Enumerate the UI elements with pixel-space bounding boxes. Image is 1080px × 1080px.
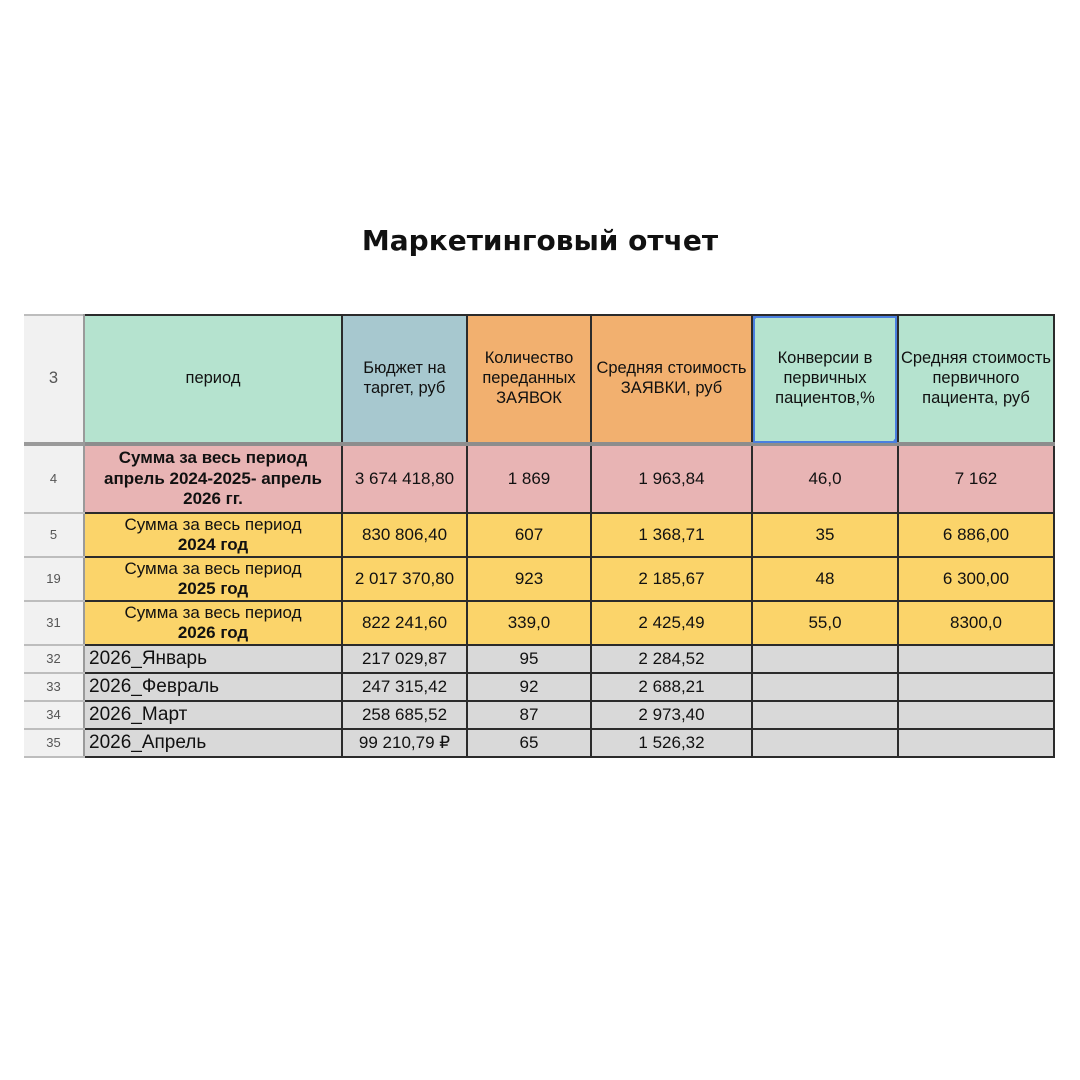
cell-avg-patient-cost[interactable] xyxy=(898,729,1054,757)
row-number[interactable]: 3 xyxy=(24,315,84,444)
cell-budget[interactable]: 247 315,42 xyxy=(342,673,467,701)
cell-leads[interactable]: 95 xyxy=(467,645,591,673)
cell-leads[interactable]: 607 xyxy=(467,513,591,557)
cell-avg-lead-cost[interactable]: 2 284,52 xyxy=(591,645,752,673)
row-number[interactable]: 19 xyxy=(24,557,84,601)
cell-period[interactable] xyxy=(84,557,342,601)
selection-handle-top-left[interactable] xyxy=(752,315,757,320)
table-row-month xyxy=(24,701,1054,729)
cell-leads[interactable]: 92 xyxy=(467,673,591,701)
header-budget[interactable]: Бюджет на таргет, руб xyxy=(342,315,467,444)
cell-avg-patient-cost[interactable]: 6 300,00 xyxy=(898,557,1054,601)
cell-avg-lead-cost[interactable]: 2 973,40 xyxy=(591,701,752,729)
table-row-total xyxy=(24,444,1054,513)
cell-conversion[interactable]: 35 xyxy=(752,513,898,557)
cell-conversion[interactable]: 46,0 xyxy=(752,444,898,513)
cell-avg-patient-cost[interactable]: 7 162 xyxy=(898,444,1054,513)
row-number[interactable]: 34 xyxy=(24,701,84,729)
cell-period[interactable]: 2026_Январь xyxy=(84,645,342,673)
period-year: 2026 год xyxy=(177,623,249,642)
table-row-year xyxy=(24,601,1054,645)
cell-period[interactable] xyxy=(84,444,342,513)
cell-conversion[interactable]: 48 xyxy=(752,557,898,601)
table-row-year xyxy=(24,513,1054,557)
cell-budget[interactable]: 3 674 418,80 xyxy=(342,444,467,513)
cell-leads[interactable]: 339,0 xyxy=(467,601,591,645)
selection-handle-bottom-right[interactable] xyxy=(893,438,898,444)
header-avg-lead-cost[interactable]: Средняя стоимость ЗАЯВКИ, руб xyxy=(591,315,752,444)
period-line: апрель 2024-2025- апрель 2026 гг. xyxy=(103,468,323,509)
table-row-month xyxy=(24,673,1054,701)
cell-avg-lead-cost[interactable]: 1 963,84 xyxy=(591,444,752,513)
header-avg-patient-cost[interactable]: Средняя стоимость первичного пациента, руб xyxy=(898,315,1054,444)
cell-conversion[interactable] xyxy=(752,701,898,729)
cell-avg-lead-cost[interactable]: 2 688,21 xyxy=(591,673,752,701)
cell-period[interactable] xyxy=(84,601,342,645)
cell-avg-patient-cost[interactable] xyxy=(898,673,1054,701)
cell-avg-lead-cost[interactable]: 1 368,71 xyxy=(591,513,752,557)
cell-conversion[interactable] xyxy=(752,673,898,701)
cell-period[interactable] xyxy=(84,513,342,557)
cell-avg-lead-cost[interactable]: 2 185,67 xyxy=(591,557,752,601)
cell-budget[interactable]: 217 029,87 xyxy=(342,645,467,673)
header-row xyxy=(24,315,1054,444)
cell-leads[interactable]: 1 869 xyxy=(467,444,591,513)
cell-avg-patient-cost[interactable] xyxy=(898,645,1054,673)
row-number[interactable]: 31 xyxy=(24,601,84,645)
cell-period[interactable]: 2026_Февраль xyxy=(84,673,342,701)
report-table xyxy=(24,314,1055,758)
cell-avg-patient-cost[interactable]: 8300,0 xyxy=(898,601,1054,645)
cell-period[interactable]: 2026_Апрель xyxy=(84,729,342,757)
row-number[interactable]: 4 xyxy=(24,444,84,513)
header-period[interactable]: период xyxy=(84,315,342,444)
row-number[interactable]: 32 xyxy=(24,645,84,673)
table-row-month xyxy=(24,645,1054,673)
report-title: Маркетинговый отчет xyxy=(361,224,719,257)
period-line: Сумма за весь период xyxy=(118,448,308,468)
period-year: 2024 год xyxy=(177,535,249,554)
row-number[interactable]: 33 xyxy=(24,673,84,701)
row-number[interactable]: 35 xyxy=(24,729,84,757)
cell-budget[interactable]: 258 685,52 xyxy=(342,701,467,729)
cell-leads[interactable]: 87 xyxy=(467,701,591,729)
cell-budget[interactable]: 830 806,40 xyxy=(342,513,467,557)
cell-budget[interactable]: 822 241,60 xyxy=(342,601,467,645)
cell-conversion[interactable] xyxy=(752,729,898,757)
header-conversion-label: Конверсии в первичных пациентов,% xyxy=(775,349,875,407)
cell-avg-patient-cost[interactable]: 6 886,00 xyxy=(898,513,1054,557)
period-year: 2025 год xyxy=(177,579,249,598)
cell-leads[interactable]: 65 xyxy=(467,729,591,757)
cell-budget[interactable]: 2 017 370,80 xyxy=(342,557,467,601)
cell-budget[interactable]: 99 210,79 ₽ xyxy=(342,729,467,757)
cell-avg-patient-cost[interactable] xyxy=(898,701,1054,729)
table-row-year xyxy=(24,557,1054,601)
cell-leads[interactable]: 923 xyxy=(467,557,591,601)
period-line: Сумма за весь период xyxy=(124,602,302,622)
period-line: Сумма за весь период xyxy=(124,514,302,534)
cell-avg-lead-cost[interactable]: 2 425,49 xyxy=(591,601,752,645)
cell-avg-lead-cost[interactable]: 1 526,32 xyxy=(591,729,752,757)
table-row-month xyxy=(24,729,1054,757)
row-number[interactable]: 5 xyxy=(24,513,84,557)
header-leads[interactable]: Количество переданных ЗАЯВОК xyxy=(467,315,591,444)
cell-conversion[interactable]: 55,0 xyxy=(752,601,898,645)
cell-period[interactable]: 2026_Март xyxy=(84,701,342,729)
header-conversion[interactable] xyxy=(752,315,898,444)
period-line: Сумма за весь период xyxy=(124,558,302,578)
cell-conversion[interactable] xyxy=(752,645,898,673)
